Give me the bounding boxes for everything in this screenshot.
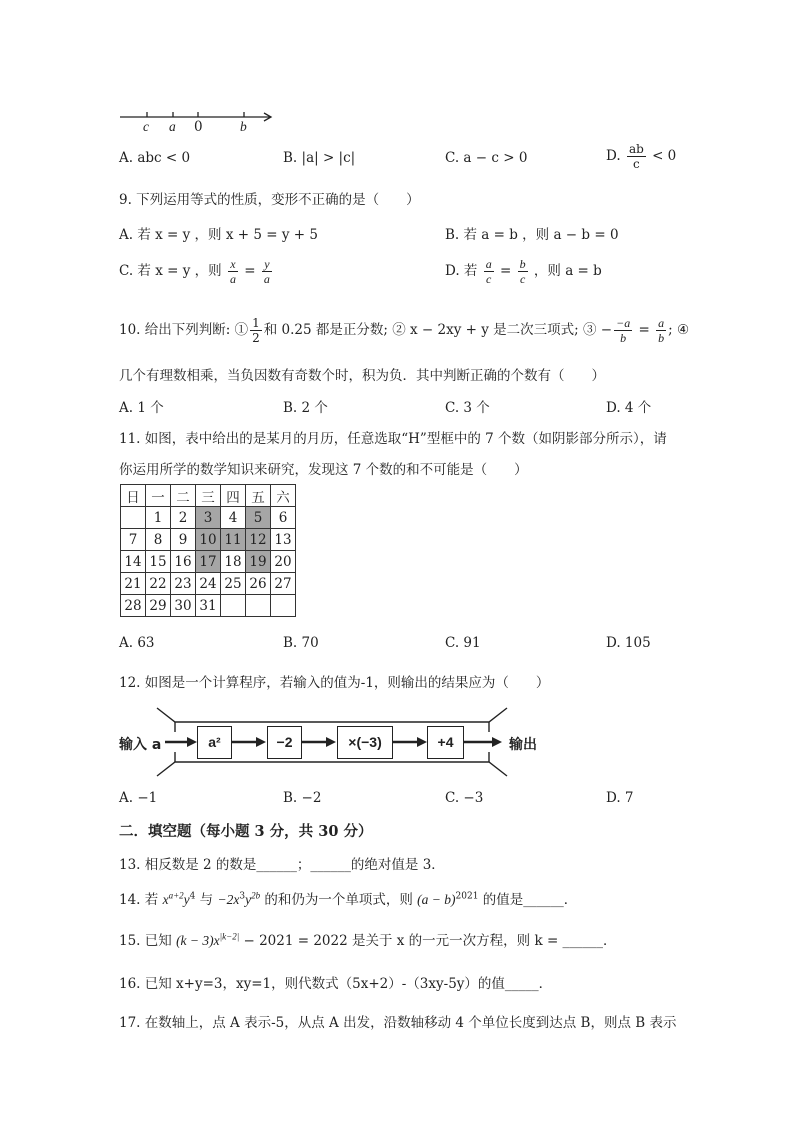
calendar-cell: 16: [171, 551, 196, 573]
calendar-cell: 25: [221, 573, 246, 595]
program-box-plus4: +4: [427, 726, 464, 759]
q11-option-d: D. 105: [606, 635, 651, 651]
calendar-cell: 14: [121, 551, 146, 573]
calendar-cell-shaded: 12: [246, 529, 271, 551]
calendar-cell: 31: [196, 595, 221, 617]
calendar-header-cell: 五: [246, 485, 271, 507]
calendar-cell-shaded: 17: [196, 551, 221, 573]
calendar-header-row: [121, 485, 296, 507]
q17: 17. 在数轴上，点 A 表示-5，从点 A 出发，沿数轴移动 4 个单位长度到达点 B，则点 B 表示: [119, 1015, 677, 1031]
calendar-header-cell: 六: [271, 485, 296, 507]
calendar-cell: 28: [121, 595, 146, 617]
calendar-cell: 9: [171, 529, 196, 551]
calendar-cell: 30: [171, 595, 196, 617]
calendar-cell: 20: [271, 551, 296, 573]
calendar-cell: 6: [271, 507, 296, 529]
calendar-cell: [221, 595, 246, 617]
calendar-cell: [271, 595, 296, 617]
calendar-cell: 24: [196, 573, 221, 595]
program-output-label: 输出: [509, 737, 537, 753]
calendar-cell: 23: [171, 573, 196, 595]
calendar-cell: [121, 507, 146, 529]
program-flow-frame: [115, 706, 545, 778]
q12-option-c: C. −3: [445, 790, 484, 806]
q10-line2: 几个有理数相乘，当负因数有奇数个时，积为负．其中判断正确的个数有（ ）: [119, 368, 605, 384]
calendar-cell: 7: [121, 529, 146, 551]
calendar-header-cell: 四: [221, 485, 246, 507]
q11-line1: 11. 如图，表中给出的是某月的月历，任意选取“H”型框中的 7 个数（如阴影部分所示），请: [119, 431, 667, 447]
q9-option-b: B. 若 a = b ，则 a − b = 0: [445, 227, 619, 243]
calendar-cell: 8: [146, 529, 171, 551]
section-fill-in-title: 二．填空题（每小题 3 分，共 30 分）: [119, 823, 373, 840]
calendar-cell-shaded: 5: [246, 507, 271, 529]
calendar-cell: 26: [246, 573, 271, 595]
calendar-header-cell: 二: [171, 485, 196, 507]
program-input-label: 输入 a: [119, 737, 162, 753]
calendar-table: [120, 484, 296, 617]
q8-option-a: A. abc < 0: [119, 150, 191, 166]
q12-stem: 12. 如图是一个计算程序，若输入的值为-1，则输出的结果应为（ ）: [119, 675, 550, 691]
q9-stem: 9. 下列运用等式的性质，变形不正确的是（ ）: [119, 192, 420, 208]
calendar-cell-shaded: 19: [246, 551, 271, 573]
q11-option-b: B. 70: [283, 635, 319, 651]
q12-option-b: B. −2: [283, 790, 322, 806]
calendar-cell: 29: [146, 595, 171, 617]
numberline-label-0: 0: [194, 119, 203, 135]
q11-option-c: C. 91: [445, 635, 481, 651]
q8-option-d: D. $\frac{ab}{c}$ < 0: [606, 142, 677, 171]
calendar-row: [121, 573, 296, 595]
calendar-header-cell: 一: [146, 485, 171, 507]
q9-option-a: A. 若 x = y ，则 x + 5 = y + 5: [119, 227, 318, 243]
q10-option-c: C. 3 个: [445, 400, 490, 416]
calendar-cell: 13: [271, 529, 296, 551]
calendar-cell: 18: [221, 551, 246, 573]
calendar-cell: [246, 595, 271, 617]
numberline-label-c: c: [143, 119, 149, 134]
q13: 13. 相反数是 2 的数是______；______的绝对值是 3．: [119, 857, 445, 873]
calendar-cell: 21: [121, 573, 146, 595]
q8-option-c: C. a − c > 0: [445, 150, 528, 166]
calendar-cell-shaded: 11: [221, 529, 246, 551]
q16: 16. 已知 x+y=3，xy=1，则代数式（5x+2）-（3xy-5y）的值_____．: [119, 976, 553, 992]
program-box-square: a²: [197, 726, 232, 759]
calendar-cell: 15: [146, 551, 171, 573]
program-box-times-neg3: ×(−3): [337, 726, 393, 759]
q10-option-d: D. 4 个: [606, 400, 652, 416]
q12-option-a: A. −1: [119, 790, 158, 806]
q10-option-b: B. 2 个: [283, 400, 328, 416]
q8-option-b: B. |a| > |c|: [283, 150, 356, 166]
calendar-header-cell: 日: [121, 485, 146, 507]
numberline-label-a: a: [169, 119, 176, 134]
program-box-minus2: −2: [267, 726, 302, 759]
calendar-cell-shaded: 10: [196, 529, 221, 551]
calendar-header-cell: 三: [196, 485, 221, 507]
q11-option-a: A. 63: [119, 635, 155, 651]
calendar-cell: 1: [146, 507, 171, 529]
calendar-cell: 2: [171, 507, 196, 529]
q14: 14. 若 $x^{a+2}y^4$ 与 $-2x^3y^{2b}$ 的和仍为一个单项式，则 $(a - b)^{2021}$ 的值是______．: [119, 890, 578, 908]
calendar-cell: 22: [146, 573, 171, 595]
calendar-cell: 4: [221, 507, 246, 529]
calendar-row: [121, 595, 296, 617]
calendar-cell-shaded: 3: [196, 507, 221, 529]
q10-line1: 10. 给出下列判断: ① $\frac{1}{2}$ 和 0.25 都是正分数; ② x − 2xy + y 是二次三项式; ③ − $\frac{-a}{b}$ = $\frac{a}{b}$ ; ④: [119, 316, 690, 345]
q12-option-d: D. 7: [606, 790, 634, 806]
q9-option-d: D. 若 $\frac{a}{c}$ = $\frac{b}{c}$ ，则 a = b: [445, 257, 602, 286]
calendar-cell: 27: [271, 573, 296, 595]
calendar-row: [121, 551, 296, 573]
numberline-label-b: b: [240, 119, 247, 134]
calendar-row: [121, 529, 296, 551]
q11-line2: 你运用所学的数学知识来研究，发现这 7 个数的和不可能是（ ）: [119, 462, 528, 478]
q9-option-c: C. 若 x = y ，则 $\frac{x}{a}$ = $\frac{y}{a}$: [119, 257, 270, 286]
q10-option-a: A. 1 个: [119, 400, 164, 416]
calendar-row: [121, 507, 296, 529]
q15: 15. 已知 $(k - 3)x^{|k-2|} - 2021 = 2022$ 是关于 x 的一元一次方程，则 k = ______．: [119, 931, 617, 949]
